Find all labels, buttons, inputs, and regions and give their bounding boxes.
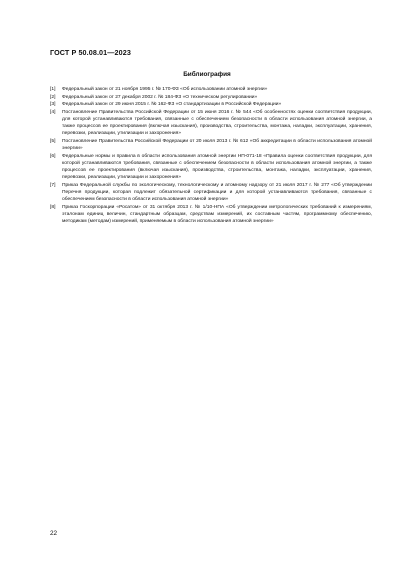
section-title: Библиография bbox=[183, 71, 231, 78]
entry-text: Постановление Правительства Российской Федерации от 15 июня 2016 г. № 544 «Об особенностях оценки соответствия продукции, для которой устанавливаются требования, связанные с обеспечением безопасности в области использования атомной энергии, а также процессов ее проектирования (включая изыскания), производства, строительства, монтажа, наладки, эксплуатации, хранения, перевозки, реализации, утилизации и захоронения» bbox=[62, 109, 372, 137]
bibliography-entry bbox=[50, 204, 372, 226]
entry-text: Постановление Правительства Российской Федерации от 20 июля 2013 г. № 612 «Об аккредитации в области использования атомной энергии» bbox=[62, 138, 372, 152]
page-number: 22 bbox=[50, 530, 58, 537]
bibliography-entry bbox=[50, 94, 372, 101]
entry-number: [7] bbox=[50, 182, 56, 188]
entry-text: Федеральные нормы и правила в области использования атомной энергии НП-071-18 «Правила оценки соответствия продукции, для которой устанавливаются требования, связанные с обеспечением безопасности в области использования атомной энергии, а также процессов ее проектирования (включая изыскания), производства, строительства, монтажа, наладки, эксплуатации, хранения, перевозки, реализации, утилизации и захоронения» bbox=[62, 153, 372, 181]
entry-number: [2] bbox=[50, 94, 56, 100]
entry-number: [8] bbox=[50, 204, 56, 210]
entry-number: [4] bbox=[50, 109, 56, 115]
entry-number: [5] bbox=[50, 138, 56, 144]
bibliography-entry bbox=[50, 109, 372, 138]
bibliography-list bbox=[50, 86, 372, 226]
entry-number: [6] bbox=[50, 153, 56, 159]
entry-text: Федеральный закон от 27 декабря 2002 г. № 184-ФЗ «О техническом регулировании» bbox=[62, 94, 258, 100]
document-code-header: ГОСТ Р 50.08.01—2023 bbox=[50, 48, 131, 57]
bibliography-entry bbox=[50, 153, 372, 182]
entry-number: [3] bbox=[50, 102, 56, 108]
entry-number: [1] bbox=[50, 87, 56, 92]
bibliography-entry bbox=[50, 138, 372, 152]
bibliography-entry bbox=[50, 182, 372, 204]
entry-text: Федеральный закон от 29 июня 2015 г. № 162-ФЗ «О стандартизации в Российской Федерации» bbox=[62, 102, 282, 108]
entry-text: Приказ Федеральной службы по экологическому, технологическому и атомному надзору от 21 июля 2017 г. № 277 «Об утверждении Перечня продукции, которая подлежит обязательной сертификации и для которой устанавливаются требования, связанные с обеспечением безопасности в области использования атомной энергии» bbox=[62, 182, 372, 203]
bibliography-entry bbox=[50, 101, 372, 108]
entry-text: Приказ Госкорпорации «Росатом» от 31 октября 2013 г. № 1/10-НПА «Об утверждении метрологических требований к измерениям, эталонам единиц величин, стандартным образцам, средствам измерений, их составным частям, программному обеспечению, методикам (методам) измерений, применяемым в области использования атомной энергии» bbox=[62, 204, 372, 225]
entry-text: Федеральный закон от 21 ноября 1995 г. № 170-ФЗ «Об использовании атомной энергии» bbox=[62, 87, 268, 92]
bibliography-entry bbox=[50, 86, 372, 93]
